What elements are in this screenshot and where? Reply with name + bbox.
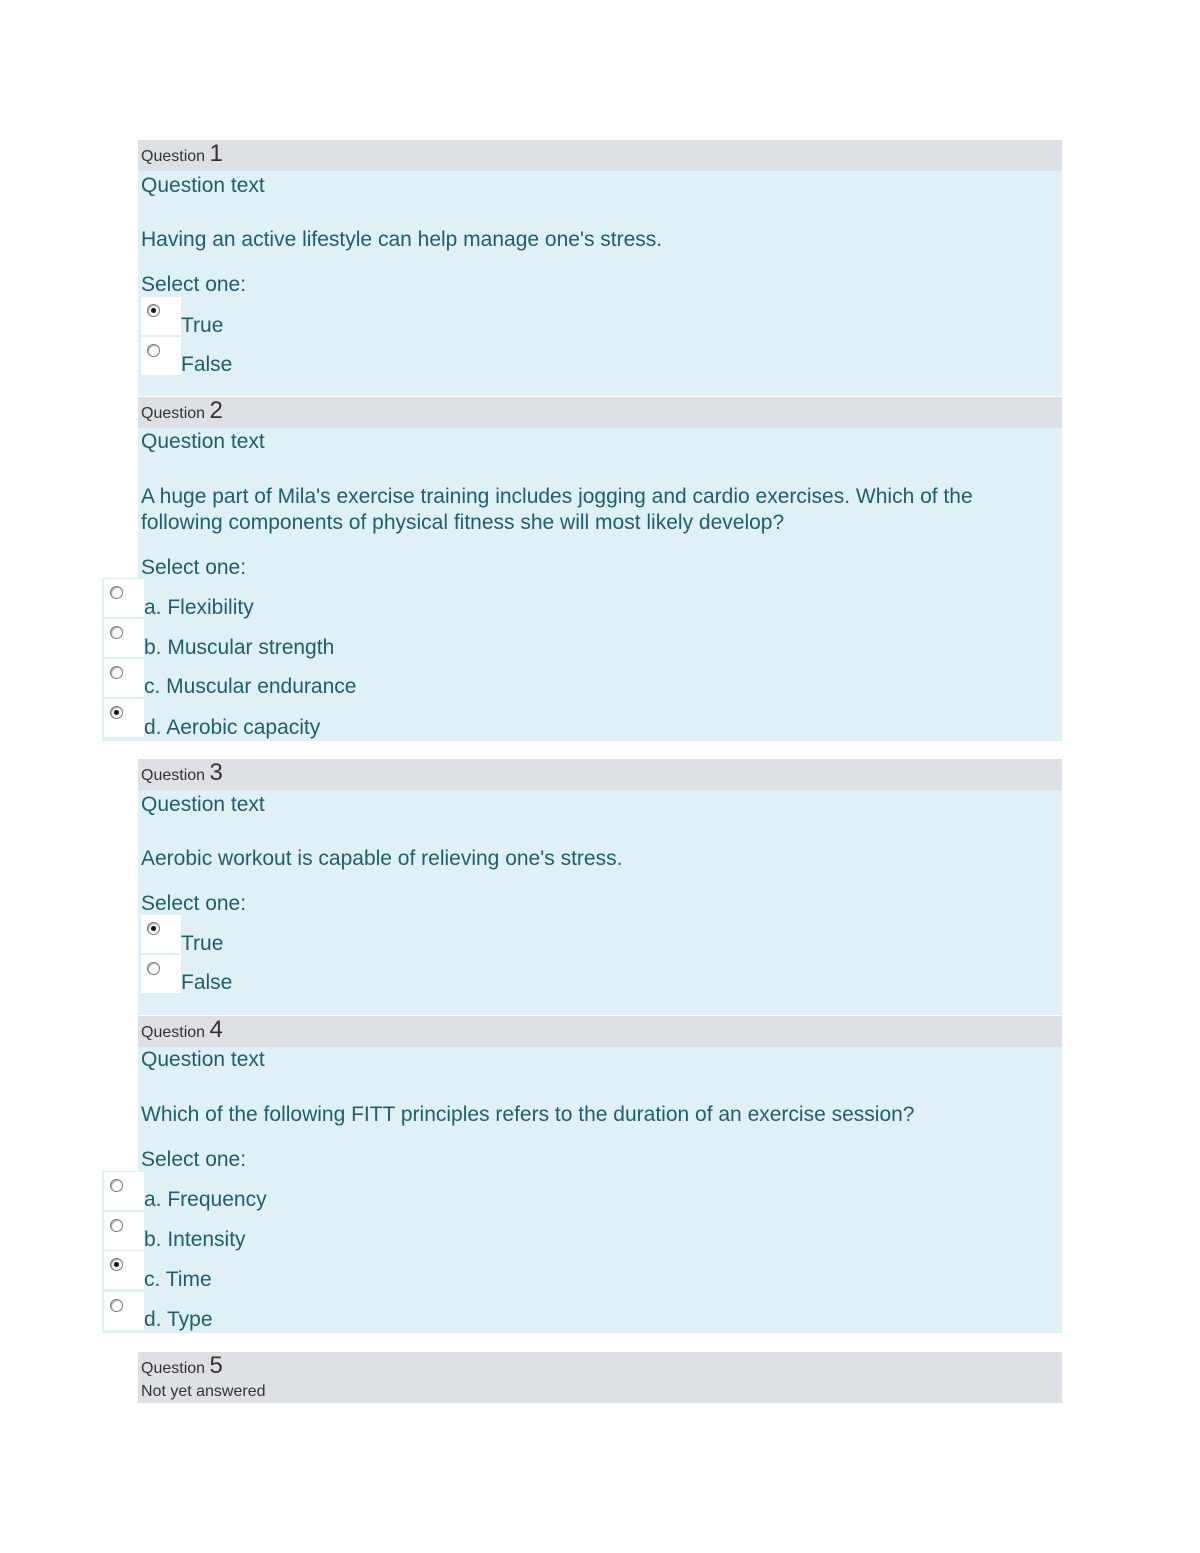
select-one-label: Select one: [141, 273, 247, 296]
question-4-header [138, 1016, 1062, 1047]
q3-option-false[interactable] [141, 955, 181, 993]
radio-button[interactable] [110, 586, 123, 599]
q4-option-b[interactable] [104, 1212, 144, 1250]
select-one-label: Select one: [141, 556, 247, 579]
q1-option-true-label[interactable]: True [181, 314, 224, 337]
question-number: 5 [209, 1352, 223, 1379]
q2-option-a[interactable] [104, 579, 144, 617]
question-2-text-line-2: following components of physical fitness she will most likely develop? [141, 511, 785, 534]
q2-option-d-label[interactable]: d. Aerobic capacity [144, 716, 321, 739]
q1-option-true[interactable] [141, 297, 181, 335]
question-text-heading: Question text [141, 1048, 265, 1071]
q3-option-false-label[interactable]: False [181, 971, 233, 994]
question-2-text-line-1: A huge part of Mila's exercise training includes jogging and cardio exercises. Which of the [141, 485, 973, 508]
question-text-heading: Question text [141, 174, 265, 197]
question-3-header [138, 759, 1062, 790]
radio-button[interactable] [110, 1219, 123, 1232]
question-4-text: Which of the following FITT principles refers to the duration of an exercise session? [141, 1103, 915, 1126]
question-label: Question [141, 405, 206, 422]
radio-button[interactable] [110, 1258, 123, 1271]
question-number: 3 [209, 759, 223, 786]
q4-option-c[interactable] [104, 1251, 144, 1289]
q4-option-b-label[interactable]: b. Intensity [144, 1228, 246, 1251]
radio-button[interactable] [110, 706, 123, 719]
question-text-heading: Question text [141, 430, 265, 453]
radio-button[interactable] [147, 962, 160, 975]
question-5-header [138, 1352, 1062, 1403]
question-label: Question [141, 767, 206, 784]
radio-button[interactable] [147, 922, 160, 935]
question-number: 4 [209, 1016, 223, 1043]
q4-option-d[interactable] [104, 1292, 144, 1330]
q4-option-c-label[interactable]: c. Time [144, 1268, 212, 1291]
radio-button[interactable] [147, 344, 160, 357]
question-status: Not yet answered [141, 1383, 266, 1400]
question-3-body [138, 790, 1062, 1015]
question-1-body [138, 171, 1062, 396]
radio-button[interactable] [110, 1179, 123, 1192]
radio-button[interactable] [147, 304, 160, 317]
q2-option-b-label[interactable]: b. Muscular strength [144, 636, 335, 659]
q2-option-c-label[interactable]: c. Muscular endurance [144, 675, 357, 698]
question-1-text: Having an active lifestyle can help manage one's stress. [141, 228, 663, 251]
q3-option-true[interactable] [141, 915, 181, 953]
question-number: 2 [209, 397, 223, 424]
radio-button[interactable] [110, 1299, 123, 1312]
question-3-text: Aerobic workout is capable of relieving one's stress. [141, 847, 623, 870]
q4-option-a[interactable] [104, 1172, 144, 1210]
q1-option-false[interactable] [141, 337, 181, 375]
select-one-label: Select one: [141, 892, 247, 915]
q2-option-d[interactable] [104, 699, 144, 737]
question-label: Question [141, 148, 206, 165]
q2-option-a-label[interactable]: a. Flexibility [144, 596, 254, 619]
q1-option-false-label[interactable]: False [181, 353, 233, 376]
question-1-header [138, 140, 1062, 171]
q2-option-c[interactable] [104, 659, 144, 697]
select-one-label: Select one: [141, 1148, 247, 1171]
q3-option-true-label[interactable]: True [181, 932, 224, 955]
question-label: Question [141, 1360, 206, 1377]
question-label: Question [141, 1024, 206, 1041]
q2-option-b[interactable] [104, 619, 144, 657]
q4-option-d-label[interactable]: d. Type [144, 1308, 213, 1331]
question-number: 1 [209, 140, 223, 167]
radio-button[interactable] [110, 666, 123, 679]
question-text-heading: Question text [141, 793, 265, 816]
question-2-header [138, 397, 1062, 428]
q4-option-a-label[interactable]: a. Frequency [144, 1188, 267, 1211]
radio-button[interactable] [110, 626, 123, 639]
